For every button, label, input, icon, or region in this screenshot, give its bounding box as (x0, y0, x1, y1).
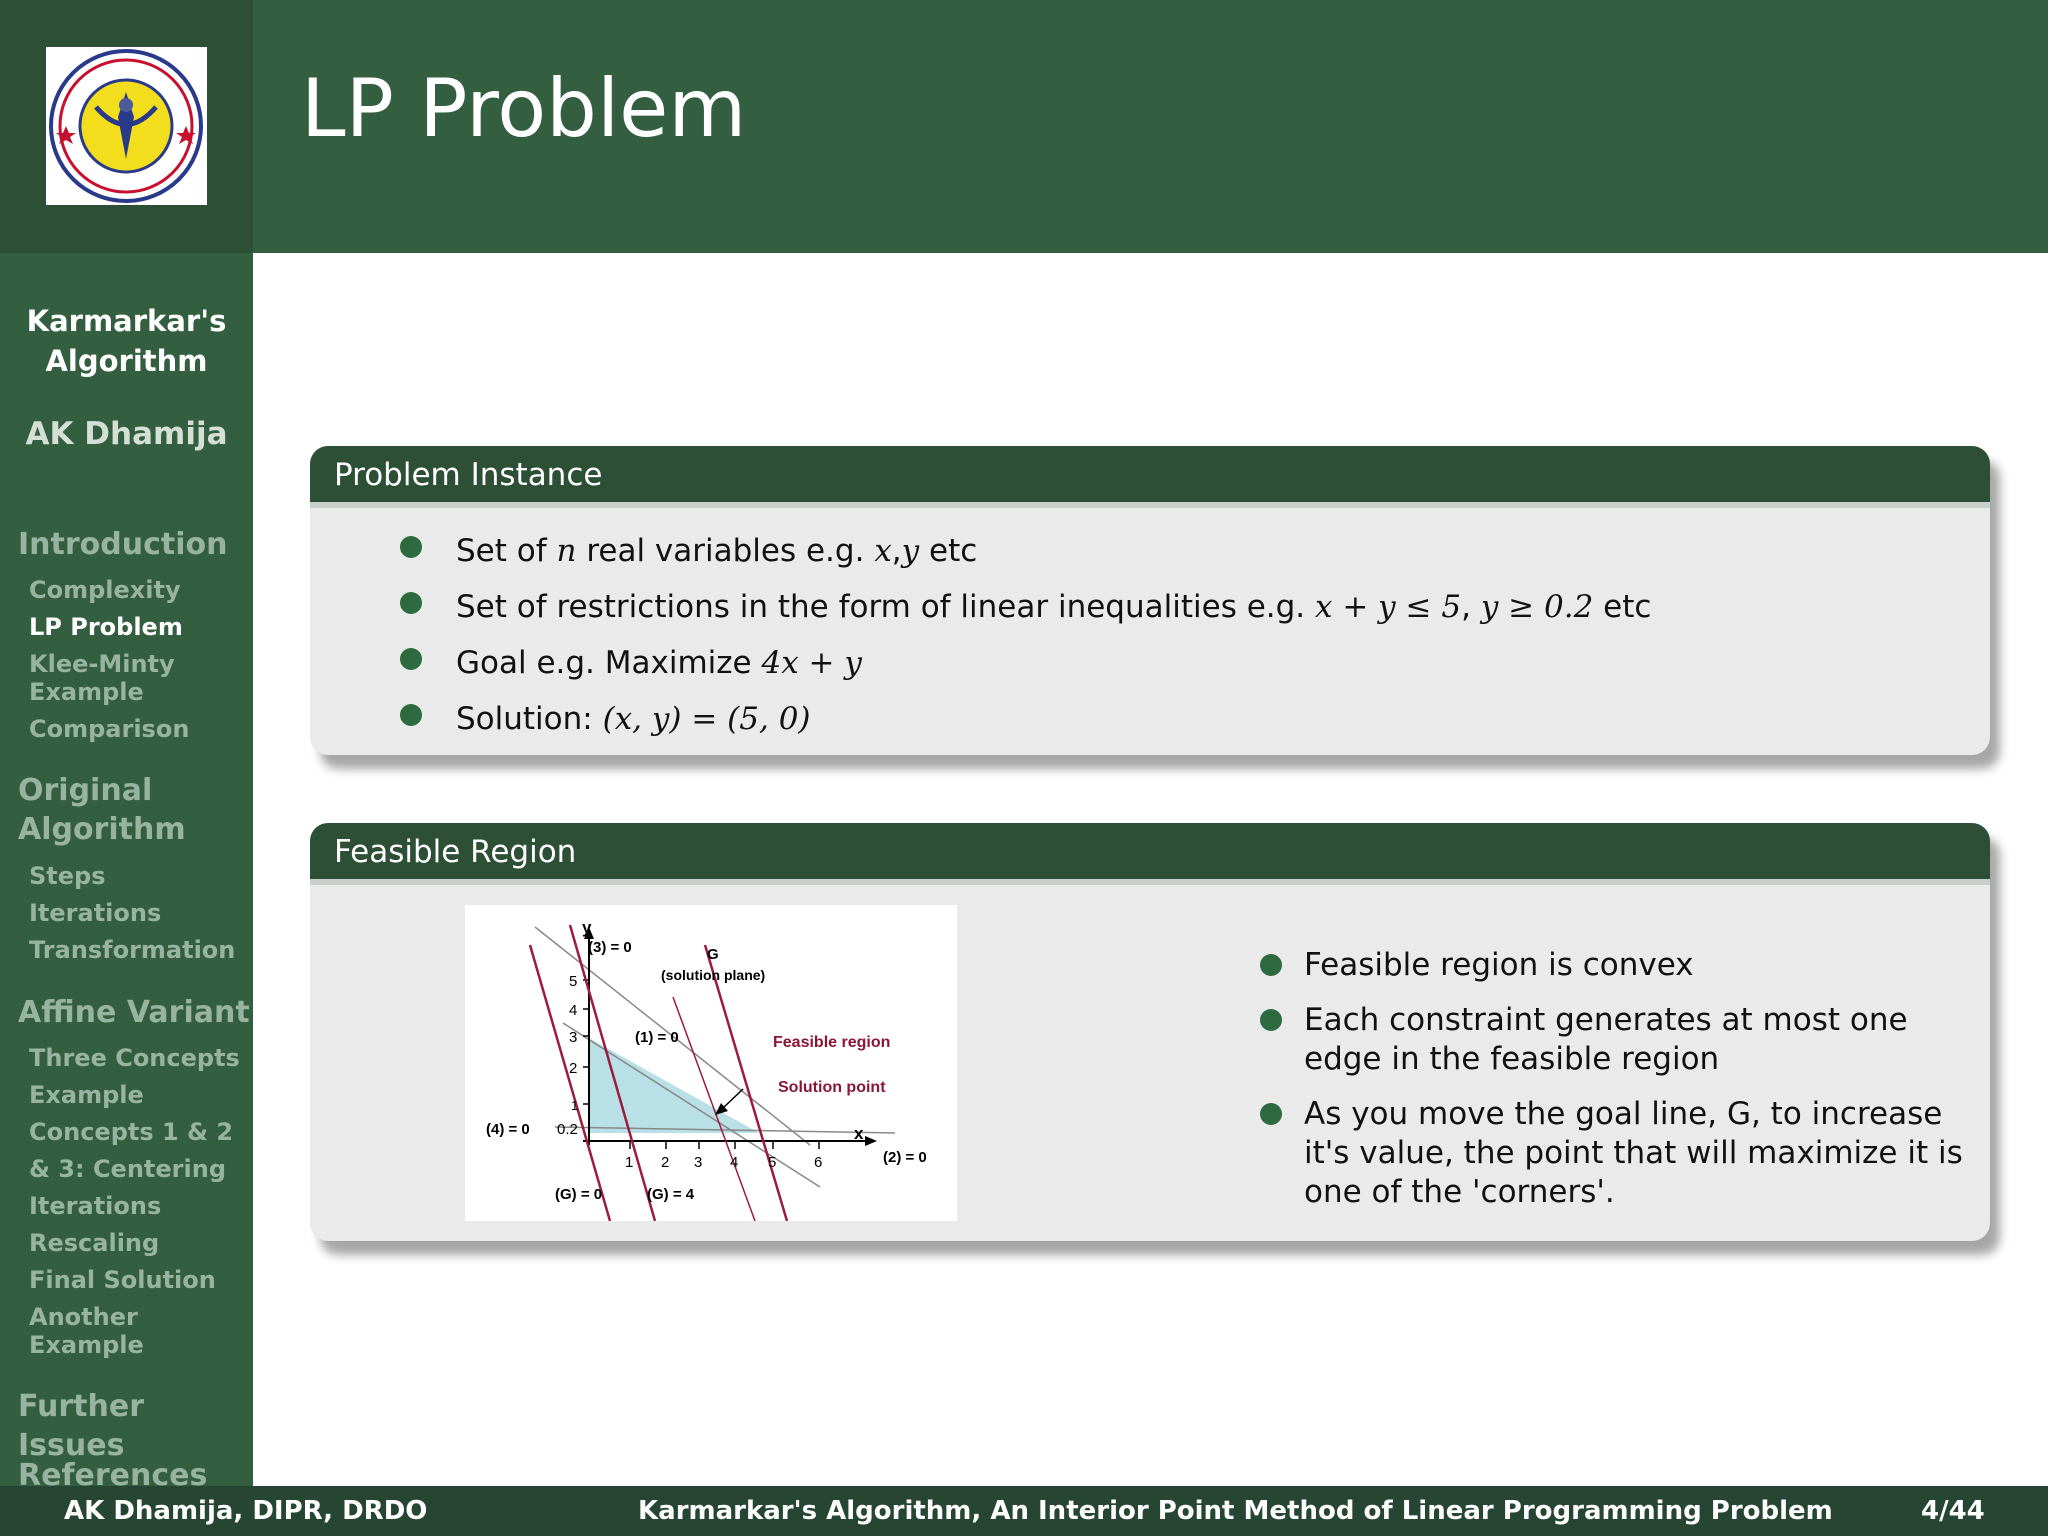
sidebar-item-another[interactable]: Another (29, 1303, 138, 1331)
sidebar-section-further-issues[interactable]: Further Issues (18, 1389, 144, 1463)
feasible-region-heading: Feasible Region (310, 823, 1990, 885)
list-item: Solution: (x, y) = (5, 0) (310, 696, 1990, 752)
x-tick: 4 (730, 1154, 739, 1171)
feasible-region-figure (465, 905, 957, 1221)
slide-title: LP Problem (301, 62, 747, 155)
label-g0: (G) = 0 (555, 1186, 603, 1203)
problem-instance-heading: Problem Instance (310, 446, 1990, 508)
y-axis-label: y (582, 918, 592, 937)
slide-footer (0, 1486, 2048, 1536)
sidebar-deck-title-line1[interactable]: Karmarkar's (26, 304, 227, 338)
label-solution-point: Solution point (778, 1079, 886, 1096)
sidebar-item-klee-minty-example[interactable]: Example (29, 678, 144, 706)
label-c1: (1) = 0 (635, 1029, 679, 1046)
sidebar-section-introduction[interactable]: Introduction (18, 527, 228, 562)
sidebar-author[interactable]: AK Dhamija (25, 416, 228, 452)
sidebar-item-another-example[interactable]: Example (29, 1331, 144, 1359)
label-solution-plane: (solution plane) (661, 967, 766, 983)
goal-line-g4 (705, 945, 787, 1221)
sidebar-section-affine-variant[interactable]: Affine Variant (18, 995, 250, 1030)
slide-header (253, 0, 2048, 253)
label-c4: (4) = 0 (486, 1121, 530, 1138)
sidebar-deck-title-line2[interactable]: Algorithm (45, 344, 208, 378)
sidebar-item-klee-minty[interactable]: Klee-Minty (29, 650, 175, 678)
label-g: G (707, 946, 719, 963)
sidebar-item-iterations-affine[interactable]: Iterations (29, 1192, 162, 1220)
sidebar-item-example[interactable]: Example (29, 1081, 144, 1109)
sidebar-item-comparison[interactable]: Comparison (29, 715, 190, 743)
sidebar-item-steps[interactable]: Steps (29, 862, 106, 890)
solution-point-arrow (723, 1089, 743, 1108)
problem-instance-block (310, 446, 1990, 755)
list-item: As you move the goal line, G, to increase it's value, the point that will maximize it is one of the 'corners'. (1240, 1095, 1970, 1212)
y-tick: 0.2 (557, 1121, 578, 1138)
feasible-region-block (310, 823, 1990, 1241)
x-tick: 6 (814, 1154, 823, 1171)
list-item: Each constraint generates at most one edge in the feasible region (1240, 1001, 1970, 1079)
y-tick: 2 (569, 1060, 578, 1077)
x-tick: 1 (625, 1154, 634, 1171)
y-tick: 3 (569, 1029, 578, 1046)
list-item: Set of n real variables e.g. x,y etc (310, 528, 1990, 584)
sidebar-section-original-line1[interactable]: Original (18, 773, 153, 808)
x-tick: 5 (768, 1154, 777, 1171)
x-tick: 3 (694, 1154, 703, 1171)
sidebar-item-rescaling[interactable]: Rescaling (29, 1229, 160, 1257)
sidebar-item-final-solution[interactable]: Final Solution (29, 1266, 216, 1294)
x-axis-label: x (854, 1124, 864, 1143)
y-tick: 1 (571, 1098, 579, 1113)
feasible-region-area (589, 1038, 759, 1133)
sidebar-navigation (0, 0, 253, 1486)
feasible-region-list (1240, 946, 1970, 1228)
sidebar-item-centering[interactable]: & 3: Centering (29, 1155, 226, 1183)
label-c2: (2) = 0 (883, 1149, 927, 1166)
y-tick: 5 (569, 973, 578, 990)
x-tick: 2 (661, 1154, 670, 1171)
sidebar-item-complexity[interactable]: Complexity (29, 576, 181, 604)
sidebar-item-concepts-1-2[interactable]: Concepts 1 & 2 (29, 1118, 234, 1146)
list-item: Feasible region is convex (1240, 946, 1970, 985)
sidebar-section-original-line2[interactable]: Algorithm (18, 812, 186, 847)
sidebar-item-transformation[interactable]: Transformation (29, 936, 236, 964)
footer-author: AK Dhamija, DIPR, DRDO (64, 1496, 428, 1526)
footer-deck-title: Karmarkar's Algorithm, An Interior Point Method of Linear Programming Problem (638, 1496, 1833, 1526)
problem-instance-list (310, 528, 1990, 752)
drdo-logo (46, 47, 207, 205)
list-item: Goal e.g. Maximize 4x + y (310, 640, 1990, 696)
sidebar-item-iterations[interactable]: Iterations (29, 899, 162, 927)
logo-area (0, 0, 253, 253)
list-item: Set of restrictions in the form of linear inequalities e.g. x + y ≤ 5, y ≥ 0.2 etc (310, 584, 1990, 640)
sidebar-item-lp-problem[interactable]: LP Problem (29, 613, 183, 641)
sidebar-section-references[interactable]: References (18, 1458, 208, 1486)
label-c3: (3) = 0 (588, 939, 632, 956)
label-g4: (G) = 4 (647, 1186, 695, 1203)
sidebar-item-three-concepts[interactable]: Three Concepts (29, 1044, 240, 1072)
y-tick: 4 (569, 1002, 578, 1019)
footer-page-number: 4/44 (1921, 1496, 1985, 1526)
label-feasible-region: Feasible region (773, 1034, 891, 1051)
